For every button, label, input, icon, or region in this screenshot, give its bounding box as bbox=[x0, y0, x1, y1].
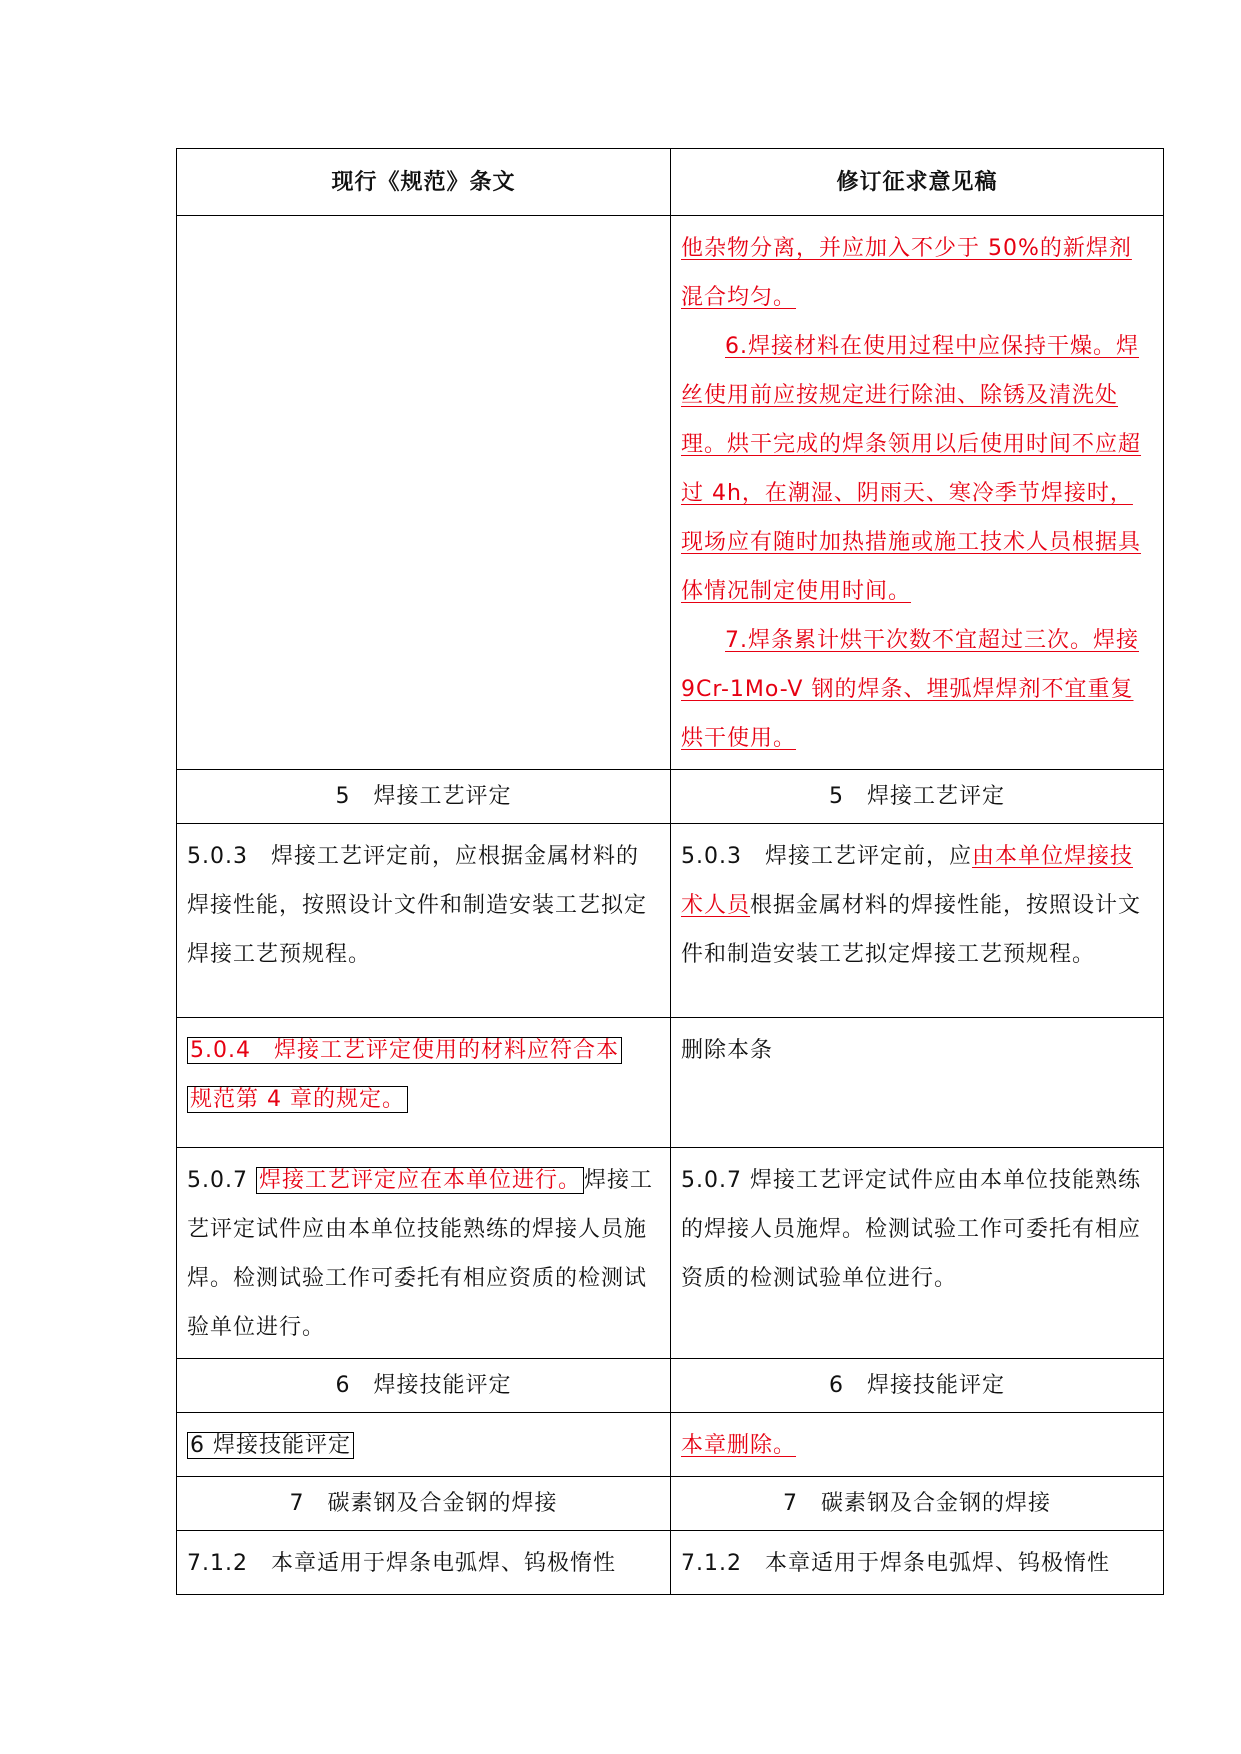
comparison-table bbox=[176, 148, 1164, 1595]
revision-cell bbox=[671, 216, 1164, 770]
chapter-row bbox=[177, 1477, 1164, 1531]
table-row bbox=[177, 1531, 1164, 1595]
revision-text: 6.焊接材料在使用过程中应保持干燥。焊丝使用前应按规定进行除油、除锈及清洗处理。烘干完成的焊条领用以后使用时间不应超过 4h，在潮湿、阴雨天、寒冷季节焊接时，现场应有随时加热措施或施工技术人员根据具体情况制定使用时间。 bbox=[681, 334, 1142, 604]
table-row bbox=[177, 1148, 1164, 1359]
table-row bbox=[177, 1413, 1164, 1477]
table-row bbox=[177, 1018, 1164, 1148]
clause-number: 5.0.7 bbox=[187, 1168, 248, 1193]
current-clause-507 bbox=[177, 1148, 671, 1359]
deleted-chapter-box: 6 焊接技能评定 bbox=[187, 1432, 354, 1459]
revision-paragraph bbox=[681, 616, 1153, 763]
deleted-text: 规范第 4 章的规定。 bbox=[190, 1087, 405, 1112]
revision-clause-712: 7.1.2 本章适用于焊条电弧焊、钨极惰性 bbox=[671, 1531, 1164, 1595]
clause-text: 根据金属材料的焊接性能，按照设计文件和制造安装工艺拟定焊接工艺预规程。 bbox=[681, 893, 1142, 967]
current-cell-empty bbox=[177, 216, 671, 770]
revision-chapter-6 bbox=[671, 1413, 1164, 1477]
clause-text: 5.0.3 焊接工艺评定前，应 bbox=[681, 844, 972, 869]
chapter-heading-current: 7 碳素钢及合金钢的焊接 bbox=[177, 1477, 671, 1531]
chapter-heading-current: 6 焊接技能评定 bbox=[177, 1359, 671, 1413]
revision-text: 由本单位焊接技术人员 bbox=[681, 844, 1133, 918]
chapter-row bbox=[177, 770, 1164, 824]
table-header-row bbox=[177, 149, 1164, 216]
chapter-heading-revision: 6 焊接技能评定 bbox=[671, 1359, 1164, 1413]
header-revision-draft: 修订征求意见稿 bbox=[671, 149, 1164, 216]
clause-text: 焊接工艺评定试件应由本单位技能熟练的焊接人员施焊。检测试验工作可委托有相应资质的检测试验单位进行。 bbox=[187, 1168, 654, 1340]
current-chapter-6 bbox=[177, 1413, 671, 1477]
deleted-clause-box bbox=[187, 1086, 408, 1113]
revision-clause-504: 删除本条 bbox=[671, 1018, 1164, 1148]
chapter-heading-revision: 5 焊接工艺评定 bbox=[671, 770, 1164, 824]
revision-clause-503 bbox=[671, 824, 1164, 1018]
table-row bbox=[177, 824, 1164, 1018]
chapter-row bbox=[177, 1359, 1164, 1413]
table-row bbox=[177, 216, 1164, 770]
chapter-heading-current: 5 焊接工艺评定 bbox=[177, 770, 671, 824]
deleted-text: 5.0.4 焊接工艺评定使用的材料应符合本 bbox=[190, 1038, 619, 1063]
revision-paragraph bbox=[681, 224, 1153, 322]
revision-text: 本章删除。 bbox=[681, 1433, 797, 1458]
current-clause-503: 5.0.3 焊接工艺评定前，应根据金属材料的焊接性能，按照设计文件和制造安装工艺拟定焊接工艺预规程。 bbox=[177, 824, 671, 1018]
revision-clause-507: 5.0.7 焊接工艺评定试件应由本单位技能熟练的焊接人员施焊。检测试验工作可委托有相应资质的检测试验单位进行。 bbox=[671, 1148, 1164, 1359]
chapter-heading-revision: 7 碳素钢及合金钢的焊接 bbox=[671, 1477, 1164, 1531]
header-current-code: 现行《规范》条文 bbox=[177, 149, 671, 216]
deleted-text: 焊接工艺评定应在本单位进行。 bbox=[258, 1168, 581, 1193]
deleted-clause-box bbox=[187, 1037, 622, 1064]
revision-text: 他杂物分离，并应加入不少于 50%的新焊剂混合均匀。 bbox=[681, 236, 1132, 310]
revision-paragraph bbox=[681, 322, 1153, 616]
revision-text: 7.焊条累计烘干次数不宜超过三次。焊接 9Cr-1Mo-V 钢的焊条、埋弧焊焊剂不宜重复烘干使用。 bbox=[681, 628, 1139, 751]
deleted-clause-box bbox=[256, 1167, 584, 1194]
current-clause-504 bbox=[177, 1018, 671, 1148]
current-clause-712: 7.1.2 本章适用于焊条电弧焊、钨极惰性 bbox=[177, 1531, 671, 1595]
